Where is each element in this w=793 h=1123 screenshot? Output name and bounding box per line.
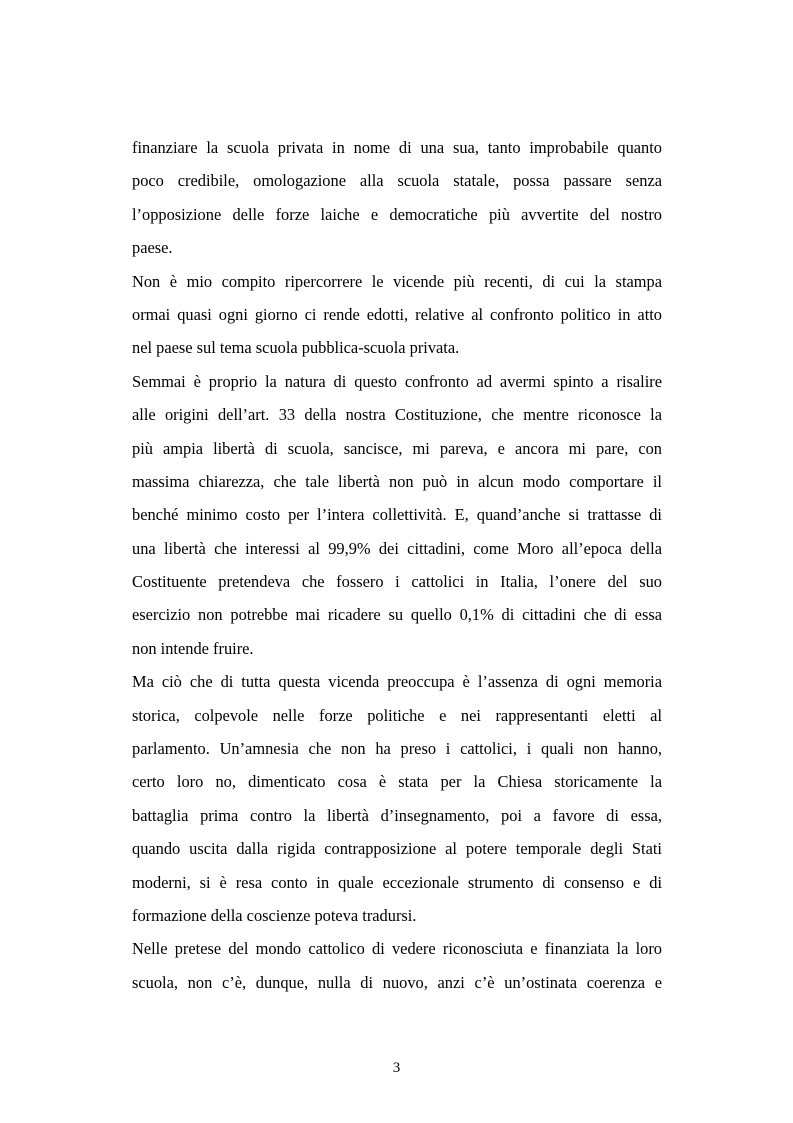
text-line: moderni, si è resa conto in quale eccezionale strumento di consenso e di xyxy=(132,872,662,892)
text-line: Non è mio compito ripercorrere le vicende più recenti, di cui la stampa xyxy=(132,271,662,291)
text-line: Costituente pretendeva che fossero i cattolici in Italia, l’onere del suo xyxy=(132,572,662,592)
text-line: poco credibile, omologazione alla scuola statale, possa passare senza xyxy=(132,171,662,191)
text-line: quando uscita dalla rigida contrapposizione al potere temporale degli Stati xyxy=(132,839,662,859)
text-line: battaglia prima contro la libertà d’insegnamento, poi a favore di essa, xyxy=(132,805,662,825)
text-line: scuola, non c’è, dunque, nulla di nuovo, anzi c’è un’ostinata coerenza e xyxy=(132,972,662,992)
text-line: l’opposizione delle forze laiche e democratiche più avvertite del nostro xyxy=(132,204,662,224)
text-line: più ampia libertà di scuola, sancisce, mi pareva, e ancora mi pare, con xyxy=(132,438,662,458)
text-line: paese. xyxy=(132,238,173,258)
text-line: benché minimo costo per l’intera collettività. E, quand’anche si trattasse di xyxy=(132,505,662,525)
text-line: storica, colpevole nelle forze politiche e nei rappresentanti eletti al xyxy=(132,705,662,725)
text-line: nel paese sul tema scuola pubblica-scuola privata. xyxy=(132,338,460,358)
text-line: massima chiarezza, che tale libertà non può in alcun modo comportare il xyxy=(132,471,662,491)
text-line: certo loro no, dimenticato cosa è stata per la Chiesa storicamente la xyxy=(132,772,662,792)
text-line: finanziare la scuola privata in nome di una sua, tanto improbabile quanto xyxy=(132,138,662,157)
text-line: Ma ciò che di tutta questa vicenda preoccupa è l’assenza di ogni memoria xyxy=(132,672,662,692)
text-line: esercizio non potrebbe mai ricadere su quello 0,1% di cittadini che di essa xyxy=(132,605,662,625)
text-line: parlamento. Un’amnesia che non ha preso i cattolici, i quali non hanno, xyxy=(132,739,662,759)
text-line: ormai quasi ogni giorno ci rende edotti, relative al confronto politico in atto xyxy=(132,304,662,324)
text-line: una libertà che interessi al 99,9% dei cittadini, come Moro all’epoca della xyxy=(132,538,662,558)
text-line: Nelle pretese del mondo cattolico di vedere riconosciuta e finanziata la loro xyxy=(132,939,662,959)
text-line: formazione della coscienze poteva tradursi. xyxy=(132,905,417,925)
text-line: alle origini dell’art. 33 della nostra Costituzione, che mentre riconosce la xyxy=(132,405,662,425)
text-line: Semmai è proprio la natura di questo confronto ad avermi spinto a risalire xyxy=(132,371,662,391)
text-line: non intende fruire. xyxy=(132,638,254,658)
page-number: 3 xyxy=(392,1060,401,1076)
body-text xyxy=(132,131,662,999)
